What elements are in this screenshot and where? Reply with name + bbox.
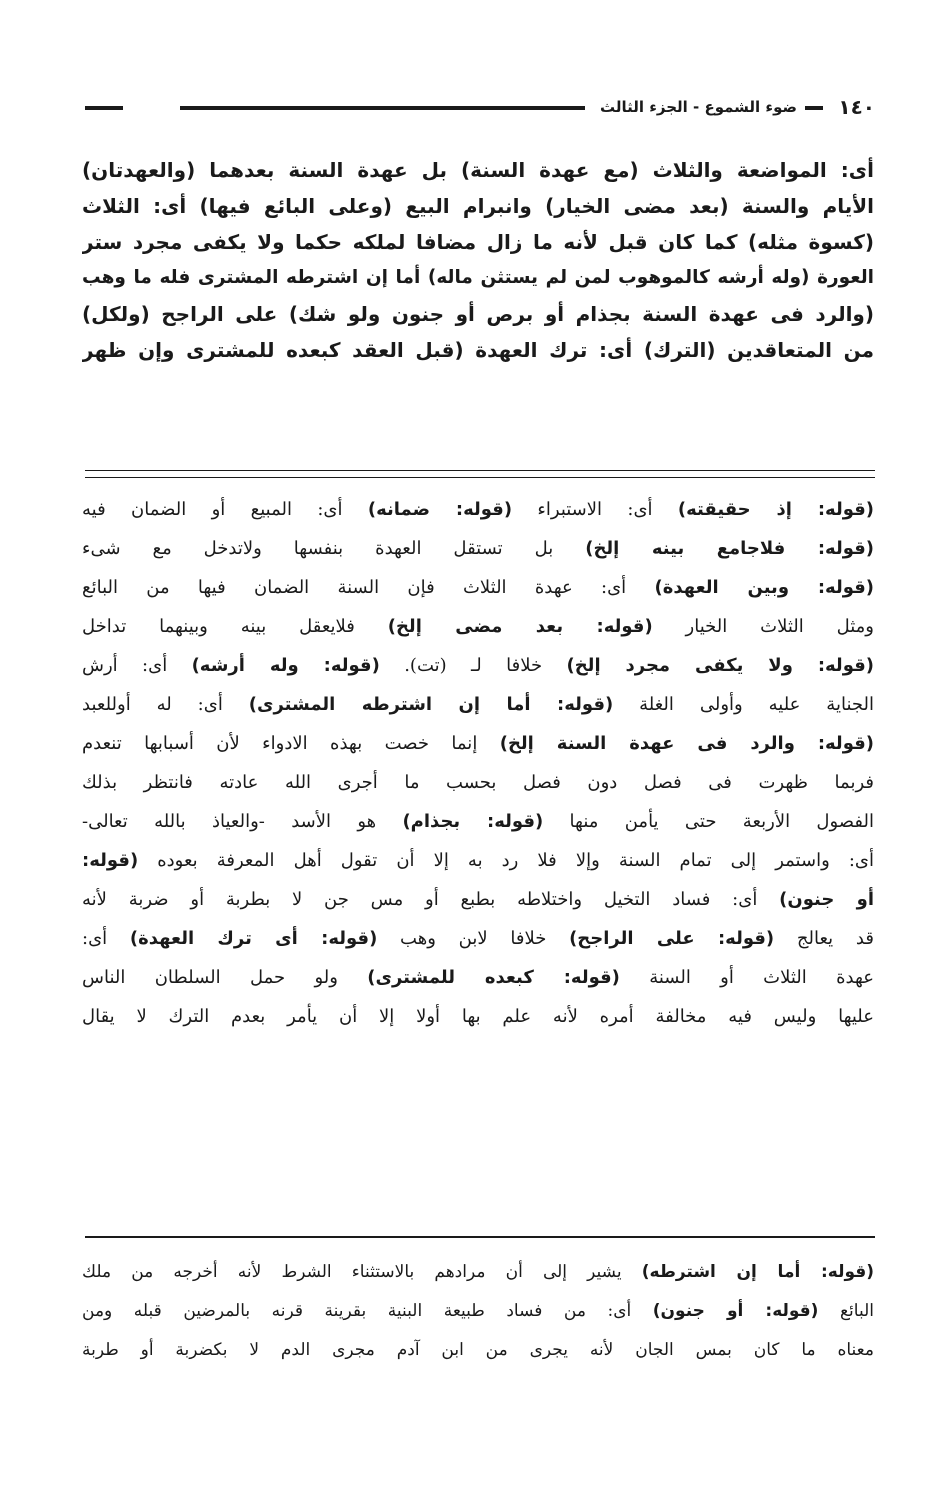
quoted-phrase: (قوله: ضمانه) [367, 499, 513, 520]
explanation-text: البائع [818, 1301, 874, 1321]
commentary-line [82, 880, 874, 919]
running-title: ضوء الشموع - الجزء الثالث [599, 98, 797, 116]
explanation-text: أى: فساد التخيل واختلاطه بطبع أو مس جن لا بطربة أو ضربة لأنه [82, 889, 780, 910]
explanation-text: أى: واستمر إلى تمام السنة وإلا فلا رد به إلا أن تقول أهل المعرفة بعوده [138, 850, 874, 871]
explanation-text: يشير إلى أن مرادهم بالاستثناء الشرط لأنه أخرجه من ملك [82, 1262, 642, 1282]
commentary-line [82, 568, 874, 607]
explanation-text: عهدة الثلاث أو السنة [619, 967, 874, 988]
commentary-line [82, 685, 874, 724]
quoted-phrase: (قوله: وبين العهدة) [654, 577, 874, 598]
explanation-text: خلافا لابن وهب [377, 928, 570, 949]
page-header [85, 95, 875, 125]
explanation-text: فلايعقل بينه وبينهما تداخل [82, 616, 388, 637]
commentary-text [82, 490, 874, 1036]
explanation-text: أى: عهدة الثلاث فإن السنة الضمان فيها من البائع [82, 577, 655, 598]
quoted-phrase: (قوله: بجذام) [402, 811, 544, 832]
explanation-text: عليها وليس فيه مخالفة أمره لأنه علم بها أولا إلا أن يأمر بعدم الترك لا يقال [82, 1006, 874, 1027]
main-text-line: (كسوة مثله) كما كان قبل لأنه ما زال مضافا لملكه حكما ولا يكفى مجرد ستر [82, 230, 874, 254]
main-text-line: الأيام والسنة (بعد مضى الخيار) وانبرام البيع (وعلى البائع فيها) أى: الثلاث [82, 194, 874, 218]
commentary-line [82, 646, 874, 685]
explanation-text: فربما ظهرت فى فصل دون فصل بحسب ما أجرى الله عادته فانتظر بذلك [82, 772, 874, 793]
main-text-line: من المتعاقدين (الترك) أى: ترك العهدة (قبل العقد كبعده للمشترى وإن ظهر [82, 338, 874, 362]
header-rule-left [85, 106, 123, 110]
explanation-text: الفصول الأربعة حتى يأمن منها [543, 811, 874, 832]
explanation-text: أى: الاستبراء [512, 499, 678, 520]
footnote-line [82, 1331, 874, 1370]
commentary-line [82, 724, 874, 763]
explanation-text: خلافا لـ (تت). [379, 655, 567, 676]
commentary-line [82, 802, 874, 841]
header-rule-middle [180, 106, 585, 110]
commentary-line [82, 763, 874, 802]
commentary-line [82, 919, 874, 958]
footnotes [82, 1253, 874, 1370]
page-number: ١٤٠ [838, 95, 875, 119]
main-text-line: العورة (وله أرشه كالموهوب لمن لم يستثن ماله) أما إن اشترطه المشترى فله ما وهب [82, 267, 874, 288]
commentary-line [82, 607, 874, 646]
commentary-line [82, 490, 874, 529]
quoted-phrase: (قوله: كبعده للمشترى) [367, 967, 620, 988]
quoted-phrase: (قوله: على الراجح) [569, 928, 775, 949]
commentary-line [82, 841, 874, 880]
main-text-line: (والرد فى عهدة السنة بجذام أو برص أو جنون ولو شك) على الراجح (ولكل) [82, 302, 874, 326]
quoted-phrase: (قوله: والرد فى عهدة السنة إلخ) [499, 733, 874, 754]
explanation-text: ومثل الثلاث الخيار [652, 616, 874, 637]
quoted-phrase: (قوله: إذ حقيقته) [677, 499, 874, 520]
quoted-phrase: (قوله: بعد مضى إلخ) [387, 616, 653, 637]
quoted-phrase: (قوله: أما إن اشترطه المشترى) [248, 694, 614, 715]
quoted-phrase: (قوله: أو جنون) [652, 1301, 819, 1321]
commentary-line [82, 997, 874, 1036]
quoted-phrase: (قوله: أما إن اشترطه) [641, 1262, 874, 1282]
explanation-text: أى: له أوللعبد [82, 694, 249, 715]
explanation-text: هو الأسد -والعياذ بالله تعالى- [82, 811, 403, 832]
main-text [82, 152, 874, 368]
quoted-phrase: (قوله: [82, 850, 139, 871]
commentary-line [82, 958, 874, 997]
quoted-phrase: (قوله: ولا يكفى مجرد إلخ) [566, 655, 874, 676]
footnote-line [82, 1292, 874, 1331]
explanation-text: أى: المبيع أو الضمان فيه [82, 499, 368, 520]
double-divider [85, 470, 875, 478]
explanation-text: الجناية عليه وأولى الغلة [613, 694, 874, 715]
explanation-text: بل تستقل العهدة بنفسها ولاتدخل مع شىء [82, 538, 586, 559]
header-rule-right [805, 106, 823, 110]
explanation-text: أى: [82, 928, 130, 949]
explanation-text: معناه ما كان بمس الجان لأنه يجرى من ابن آدم مجرى الدم لا بكضربة أو طربة [82, 1340, 874, 1360]
commentary-line [82, 529, 874, 568]
explanation-text: أى: من فساد طبيعة البنية بقرينة قرنه بالمرضين قبله ومن [82, 1301, 653, 1321]
footnote-divider [85, 1236, 875, 1238]
explanation-text: أى: أرش [82, 655, 192, 676]
explanation-text: قد يعالج [774, 928, 874, 949]
quoted-phrase: (قوله: أى ترك العهدة) [129, 928, 378, 949]
main-text-line: أى: المواضعة والثلاث (مع عهدة السنة) بل عهدة السنة بعدهما (والعهدتان) [82, 158, 874, 182]
quoted-phrase: (قوله: فلاجامع بينه إلخ) [585, 538, 874, 559]
explanation-text: ولو حمل السلطان الناس [82, 967, 368, 988]
quoted-phrase: (قوله: وله أرشه) [191, 655, 380, 676]
quoted-phrase: أو جنون) [779, 889, 874, 910]
explanation-text: إنما خصت بهذه الادواء لأن أسبابها تنعدم [82, 733, 500, 754]
footnote-line [82, 1253, 874, 1292]
